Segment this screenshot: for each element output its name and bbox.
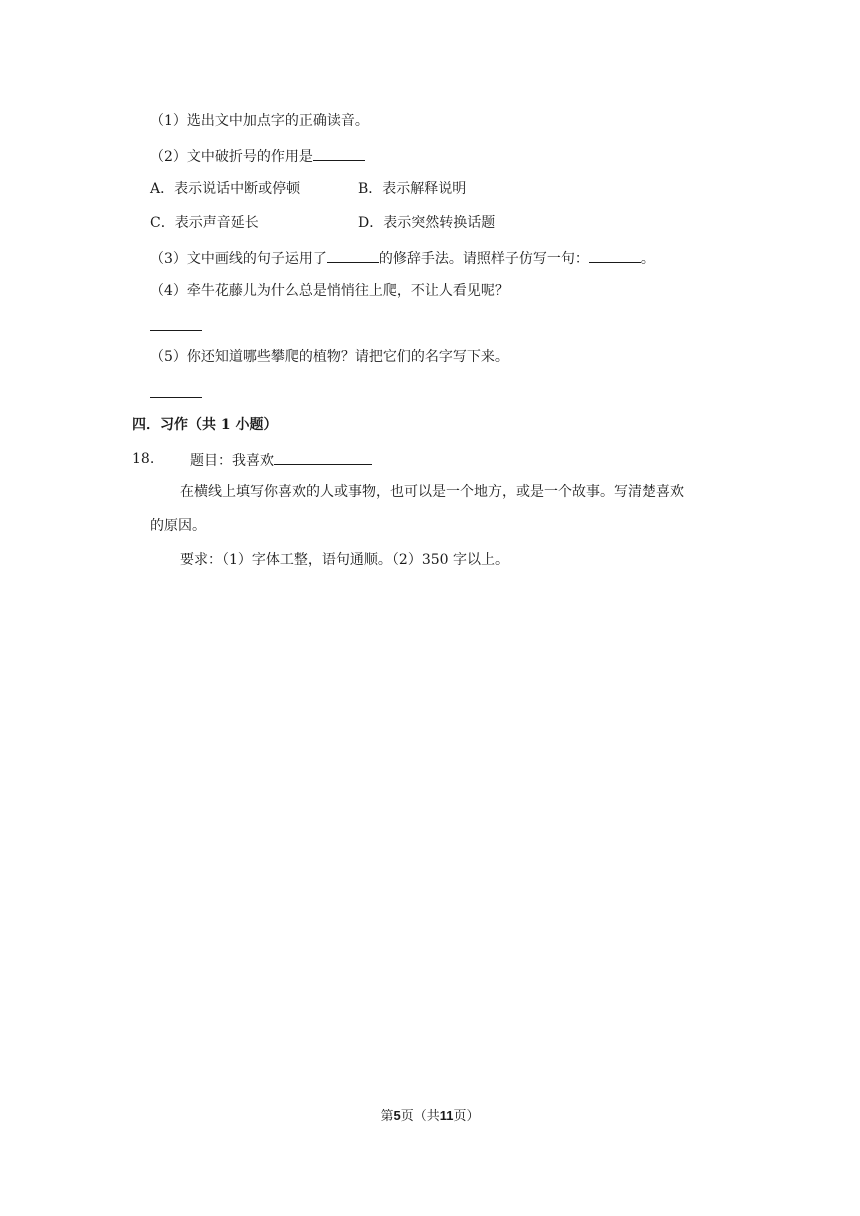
- q2-blank: [313, 146, 365, 161]
- q4-answer-blank: [150, 330, 202, 331]
- q3-text-part2: 的修辞手法。请照样子仿写一句：: [378, 251, 589, 267]
- footer-prefix: 第: [380, 1109, 394, 1124]
- page-footer: [0, 1108, 860, 1125]
- option-c: [150, 214, 259, 232]
- q18-number-text: 18.: [132, 451, 155, 467]
- q18-requirement-text: 要求：（1）字体工整，语句通顺。（2）350 字以上。: [180, 552, 509, 568]
- section4-heading: [132, 416, 278, 434]
- q18-requirement: [180, 551, 509, 569]
- section4-heading-text: 四．习作（共 1 小题）: [132, 417, 278, 433]
- q18-title-blank: [274, 450, 372, 465]
- q3-blank-2: [589, 248, 641, 263]
- q4-line: [150, 282, 509, 300]
- q1-text: （1）选出文中加点字的正确读音。: [150, 113, 369, 129]
- q4-text: （4）牵牛花藤儿为什么总是悄悄往上爬，不让人看见呢？: [150, 283, 509, 299]
- q18-title-text: 题目：我喜欢: [190, 453, 274, 469]
- q3-text-part1: （3）文中画线的句子运用了: [150, 251, 327, 267]
- footer-suffix: 页）: [453, 1109, 480, 1124]
- q3-blank-1: [327, 248, 379, 263]
- option-a-text: A．表示说话中断或停顿: [150, 181, 301, 197]
- q2-text: （2）文中破折号的作用是: [150, 149, 313, 165]
- q18-paragraph-text2: 的原因。: [150, 518, 206, 534]
- q5-text: （5）你还知道哪些攀爬的植物？请把它们的名字写下来。: [150, 349, 509, 365]
- option-b-text: B．表示解释说明: [358, 181, 467, 197]
- q3-end: 。: [640, 251, 655, 267]
- footer-total-pages: 11: [439, 1108, 454, 1123]
- q2-line: [150, 146, 365, 166]
- option-d-text: D．表示突然转换话题: [358, 215, 496, 231]
- q18-paragraph-line1: [180, 483, 684, 501]
- option-b: [358, 180, 466, 198]
- option-d: [358, 214, 495, 232]
- q5-answer-blank: [150, 397, 202, 398]
- footer-page-number: 5: [393, 1108, 401, 1123]
- option-a: [150, 180, 300, 198]
- q18-number: [132, 450, 154, 468]
- q18-paragraph-text1: 在横线上填写你喜欢的人或事物，也可以是一个地方，或是一个故事。写清楚喜欢: [180, 484, 684, 500]
- q1-line: [150, 112, 369, 130]
- q18-paragraph-line2: [150, 517, 206, 535]
- q5-line: [150, 348, 509, 366]
- q3-line: [150, 248, 655, 268]
- option-c-text: C．表示声音延长: [150, 215, 259, 231]
- q18-title-line: [190, 450, 372, 470]
- footer-middle: 页（共: [400, 1109, 440, 1124]
